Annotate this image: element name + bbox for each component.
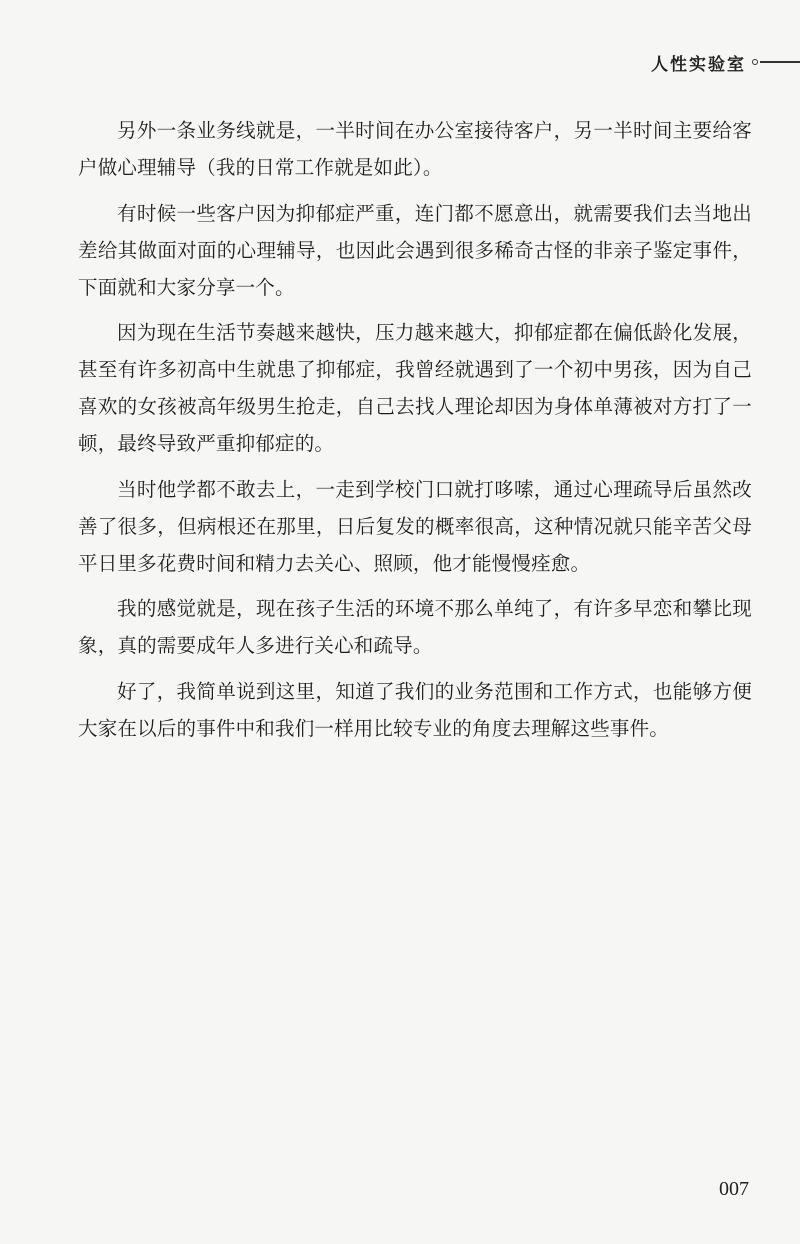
page-number: 007 xyxy=(719,1178,749,1200)
paragraph-5: 我的感觉就是，现在孩子生活的环境不那么单纯了，有许多早恋和攀比现象，真的需要成年人多进行关心和疏导。 xyxy=(78,597,752,657)
paragraph-3: 因为现在生活节奏越来越快，压力越来越大，抑郁症都在偏低龄化发展，甚至有许多初高中生就患了抑郁症，我曾经就遇到了一个初中男孩，因为自己喜欢的女孩被高年级男生抢走，自己去找人理论却因为身体单薄被对方打了一顿，最终导致严重抑郁症的。 xyxy=(78,321,752,455)
paragraph-1: 另外一条业务线就是，一半时间在办公室接待客户，另一半时间主要给客户做心理辅导（我的日常工作就是如此）。 xyxy=(78,119,752,179)
paragraph-2: 有时候一些客户因为抑郁症严重，连门都不愿意出，就需要我们去当地出差给其做面对面的心理辅导，也因此会遇到很多稀奇古怪的非亲子鉴定事件，下面就和大家分享一个。 xyxy=(78,201,752,299)
paragraph-4: 当时他学都不敢去上，一走到学校门口就打哆嗦，通过心理疏导后虽然改善了很多，但病根还在那里，日后复发的概率很高，这种情况就只能辛苦父母平日里多花费时间和精力去关心、照顾，他才能慢慢痊愈。 xyxy=(78,477,752,575)
ornament-circle xyxy=(752,59,758,65)
body-text xyxy=(78,112,752,755)
running-header xyxy=(651,50,800,74)
paragraph-6: 好了，我简单说到这里，知道了我们的业务范围和工作方式，也能够方便大家在以后的事件中和我们一样用比较专业的角度去理解这些事件。 xyxy=(78,679,752,740)
running-title: 人性实验室 xyxy=(651,54,746,75)
ornament-rule xyxy=(760,61,800,63)
header-ornament-icon xyxy=(752,59,800,65)
